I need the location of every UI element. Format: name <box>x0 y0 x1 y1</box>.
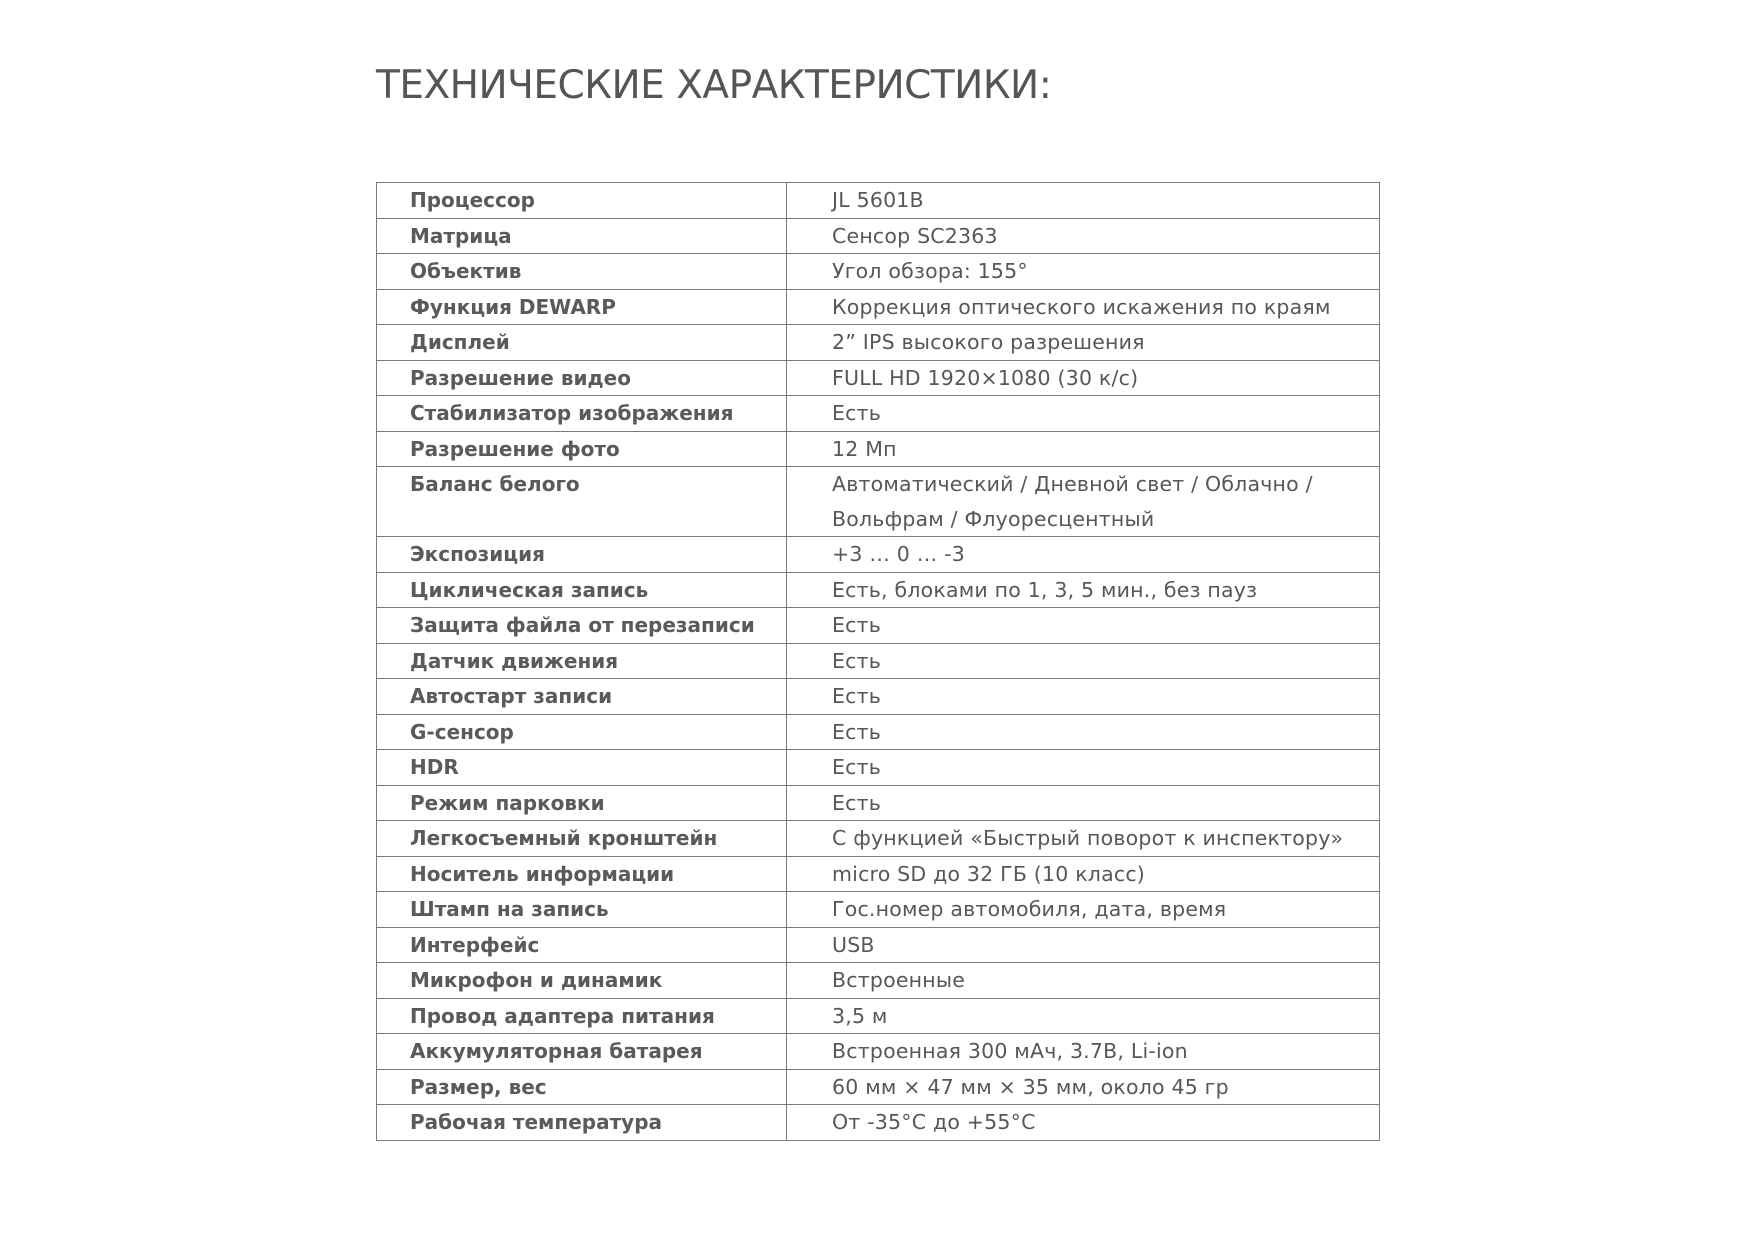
spec-row <box>377 467 1380 537</box>
spec-parameter: Циклическая запись <box>377 572 787 608</box>
spec-parameter: Датчик движения <box>377 643 787 679</box>
spec-parameter: Матрица <box>377 218 787 254</box>
spec-parameter: Интерфейс <box>377 927 787 963</box>
spec-row <box>377 1069 1380 1105</box>
spec-value: С функцией «Быстрый поворот к инспектору» <box>787 821 1380 857</box>
spec-parameter: Дисплей <box>377 325 787 361</box>
spec-row <box>377 998 1380 1034</box>
spec-row <box>377 431 1380 467</box>
spec-value: 3,5 м <box>787 998 1380 1034</box>
spec-value: 60 мм × 47 мм × 35 мм, около 45 гр <box>787 1069 1380 1105</box>
spec-value: Есть <box>787 785 1380 821</box>
spec-row <box>377 856 1380 892</box>
spec-parameter: Разрешение видео <box>377 360 787 396</box>
spec-parameter: Разрешение фото <box>377 431 787 467</box>
spec-parameter: Объектив <box>377 254 787 290</box>
spec-row <box>377 218 1380 254</box>
spec-value: Встроенная 300 мАч, 3.7В, Li-ion <box>787 1034 1380 1070</box>
spec-value: Есть <box>787 608 1380 644</box>
spec-row <box>377 892 1380 928</box>
spec-row <box>377 537 1380 573</box>
spec-value: От -35°C до +55°C <box>787 1105 1380 1141</box>
spec-parameter: Процессор <box>377 183 787 219</box>
spec-value: Есть <box>787 396 1380 432</box>
spec-value: Автоматический / Дневной свет / Облачно / Вольфрам / Флуоресцентный <box>787 467 1380 537</box>
spec-row <box>377 714 1380 750</box>
spec-parameter: Стабилизатор изображения <box>377 396 787 432</box>
spec-value: Есть <box>787 714 1380 750</box>
spec-row <box>377 183 1380 219</box>
specifications-table-body <box>377 183 1380 1141</box>
spec-parameter: Экспозиция <box>377 537 787 573</box>
spec-parameter: G-сенсор <box>377 714 787 750</box>
spec-row <box>377 608 1380 644</box>
spec-parameter: Штамп на запись <box>377 892 787 928</box>
spec-value: +3 … 0 … -3 <box>787 537 1380 573</box>
spec-row <box>377 679 1380 715</box>
spec-parameter: Аккумуляторная батарея <box>377 1034 787 1070</box>
spec-parameter: Рабочая температура <box>377 1105 787 1141</box>
spec-value: Есть <box>787 679 1380 715</box>
spec-row <box>377 289 1380 325</box>
spec-value: Встроенные <box>787 963 1380 999</box>
spec-parameter: Функция DEWARP <box>377 289 787 325</box>
spec-value: micro SD до 32 ГБ (10 класс) <box>787 856 1380 892</box>
spec-row <box>377 1034 1380 1070</box>
spec-parameter: Автостарт записи <box>377 679 787 715</box>
spec-row <box>377 785 1380 821</box>
spec-value: JL 5601B <box>787 183 1380 219</box>
spec-row <box>377 360 1380 396</box>
spec-row <box>377 927 1380 963</box>
spec-row <box>377 1105 1380 1141</box>
spec-row <box>377 325 1380 361</box>
spec-row <box>377 750 1380 786</box>
spec-value: Угол обзора: 155° <box>787 254 1380 290</box>
specifications-table <box>376 182 1380 1141</box>
spec-row <box>377 254 1380 290</box>
spec-value: 2” IPS высокого разрешения <box>787 325 1380 361</box>
spec-row <box>377 821 1380 857</box>
spec-parameter: Носитель информации <box>377 856 787 892</box>
spec-value: Есть <box>787 643 1380 679</box>
spec-parameter: Размер, вес <box>377 1069 787 1105</box>
spec-value: USB <box>787 927 1380 963</box>
spec-parameter: Провод адаптера питания <box>377 998 787 1034</box>
spec-value: FULL HD 1920×1080 (30 к/с) <box>787 360 1380 396</box>
spec-value: Сенсор SC2363 <box>787 218 1380 254</box>
spec-row <box>377 572 1380 608</box>
spec-row <box>377 643 1380 679</box>
spec-row <box>377 396 1380 432</box>
spec-parameter: Баланс белого <box>377 467 787 537</box>
spec-parameter: Режим парковки <box>377 785 787 821</box>
spec-row <box>377 963 1380 999</box>
spec-parameter: Микрофон и динамик <box>377 963 787 999</box>
spec-value: Есть <box>787 750 1380 786</box>
spec-value: Есть, блоками по 1, 3, 5 мин., без пауз <box>787 572 1380 608</box>
spec-value: Коррекция оптического искажения по краям <box>787 289 1380 325</box>
spec-parameter: HDR <box>377 750 787 786</box>
spec-value: 12 Мп <box>787 431 1380 467</box>
page-title: ТЕХНИЧЕСКИЕ ХАРАКТЕРИСТИКИ: <box>376 63 1052 108</box>
spec-parameter: Защита файла от перезаписи <box>377 608 787 644</box>
spec-value: Гос.номер автомобиля, дата, время <box>787 892 1380 928</box>
spec-parameter: Легкосъемный кронштейн <box>377 821 787 857</box>
